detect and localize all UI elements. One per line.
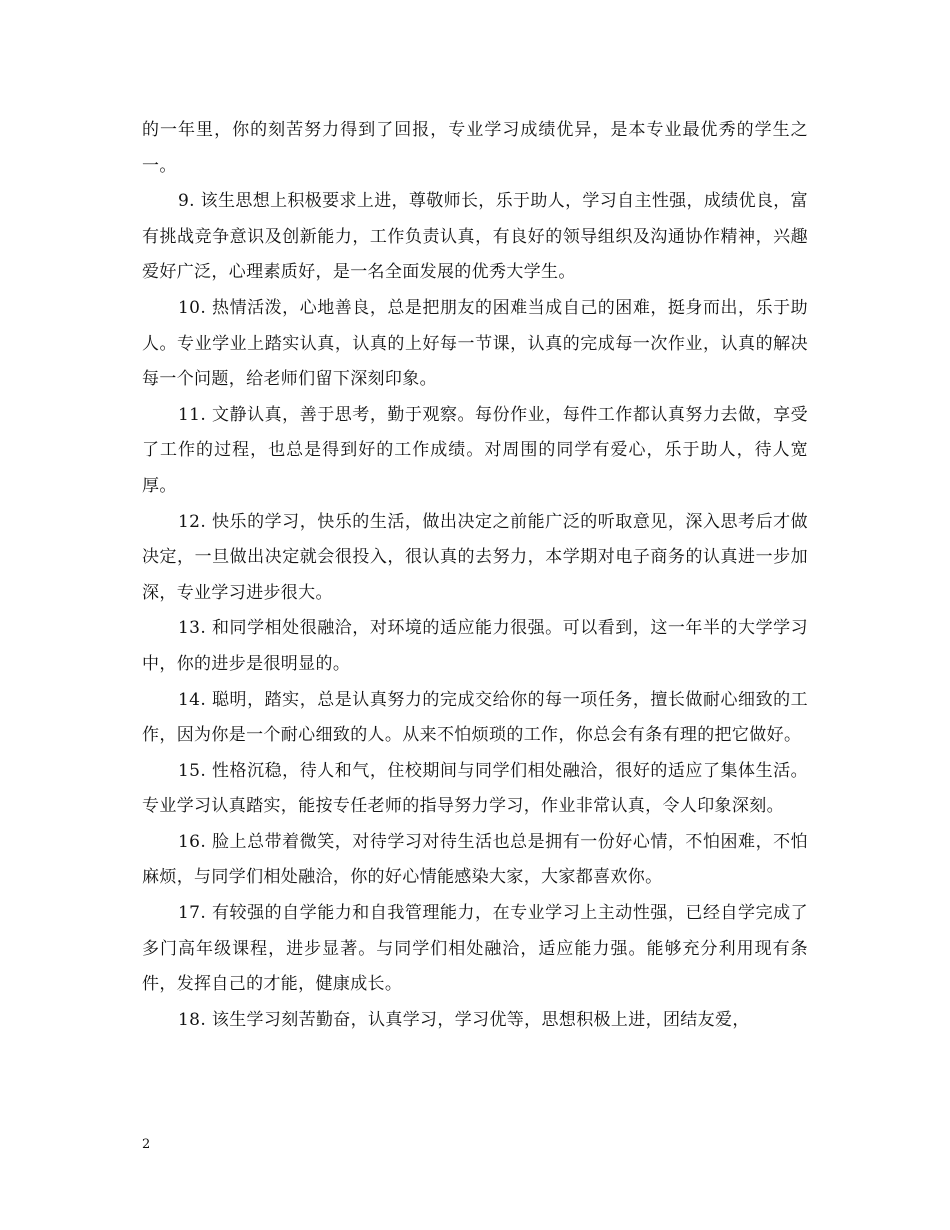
paragraph-item-9: 9. 该生思想上积极要求上进，尊敬师长，乐于助人，学习自主性强，成绩优良，富有挑战竞争意识及创新能力，工作负责认真，有良好的领导组织及沟通协作精神，兴趣爱好广泛，心理素质好，是一名全面发展的优秀大学生。 [142, 191, 808, 283]
paragraph-item-16: 16. 脸上总带着微笑，对待学习对待生活也总是拥有一份好心情，不怕困难，不怕麻烦，与同学们相处融洽，你的好心情能感染大家，大家都喜欢你。 [142, 831, 808, 888]
document-body [142, 113, 808, 1038]
paragraph-item-14: 14. 聪明，踏实，总是认真努力的完成交给你的每一项任务，擅长做耐心细致的工作，因为你是一个耐心细致的人。从来不怕烦琐的工作，你总会有条有理的把它做好。 [142, 689, 808, 746]
paragraph-item-17: 17. 有较强的自学能力和自我管理能力，在专业学习上主动性强，已经自学完成了多门高年级课程，进步显著。与同学们相处融洽，适应能力强。能够充分利用现有条件，发挥自己的才能，健康成长。 [142, 903, 808, 995]
paragraph-item-12: 12. 快乐的学习，快乐的生活，做出决定之前能广泛的听取意见，深入思考后才做决定，一旦做出决定就会很投入，很认真的去努力，本学期对电子商务的认真进一步加深，专业学习进步很大。 [142, 511, 808, 603]
paragraph-item-18: 18. 该生学习刻苦勤奋，认真学习，学习优等，思想积极上进，团结友爱， [178, 1009, 750, 1030]
paragraph-item-15: 15. 性格沉稳，待人和气，住校期间与同学们相处融洽，很好的适应了集体生活。专业学习认真踏实，能按专任老师的指导努力学习，作业非常认真，令人印象深刻。 [142, 760, 808, 817]
paragraph-continued: 的一年里，你的刻苦努力得到了回报，专业学习成绩优异，是本专业最优秀的学生之一。 [142, 120, 808, 176]
paragraph-item-10: 10. 热情活泼，心地善良，总是把朋友的困难当成自己的困难，挺身而出，乐于助人。专业学业上踏实认真，认真的上好每一节课，认真的完成每一次作业，认真的解决每一个问题，给老师们留下深刻印象。 [142, 297, 808, 390]
paragraph-item-11: 11. 文静认真，善于思考，勤于观察。每份作业，每件工作都认真努力去做，享受了工作的过程，也总是得到好的工作成绩。对周围的同学有爱心，乐于助人，待人宽厚。 [142, 404, 808, 496]
paragraph-item-13: 13. 和同学相处很融洽，对环境的适应能力很强。可以看到，这一年半的大学学习中，你的进步是很明显的。 [142, 618, 808, 674]
page-number: 2 [142, 1137, 151, 1152]
